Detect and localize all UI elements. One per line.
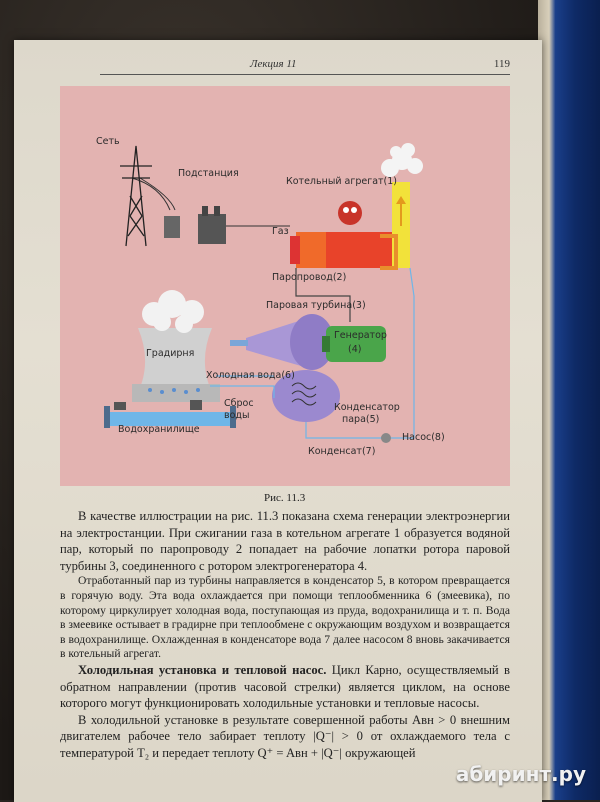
label-condenser-1: Конденсатор	[334, 402, 400, 413]
label-boiler: Котельный агрегат(1)	[286, 176, 398, 187]
turbine-icon	[230, 314, 334, 370]
paragraph-2: Отработанный пар из турбины направляется в конденсатор 5, в котором превращается в горячую воду. Эта вода охлаждается при помощи теплообменника 6 (змеевика), по которому циркулирует холодная вода, поступающая из пруда, водохранилища и т. п. Вода в змеевике остывает в градирне при теплообмене с окружающим воздухом и возвращается в водохранилище. Охлажденная в конденсаторе вода 7 далее насосом 8 вновь закачивается в котельный агрегат.	[60, 574, 510, 661]
label-discharge-1: Сброс	[224, 398, 254, 409]
page-number: 119	[493, 58, 510, 70]
pylon-icon	[120, 146, 152, 246]
label-generator-1: Генератор	[334, 330, 387, 341]
label-condenser-2: пара(5)	[342, 414, 380, 425]
chapter-title: Лекция 11	[250, 58, 297, 70]
paragraph-3-body: Цикл Карно, осуществляемый в обратном направлении (против часовой стрелки) является циклом, на основе которого могут функционировать холодильные установки и тепловые насосы.	[60, 662, 510, 711]
figure-caption: Рис. 11.3	[264, 492, 306, 504]
watermark-logo: абиринт.ру	[455, 762, 586, 786]
label-cold-water: Холодная вода(6)	[206, 370, 295, 381]
label-grid: Сеть	[96, 136, 120, 147]
section-heading: Холодильная установка и тепловой насос.	[78, 662, 327, 677]
steam-cloud-icon	[142, 290, 204, 333]
label-steam-turbine: Паровая турбина(3)	[266, 300, 366, 311]
smoke-icon	[381, 143, 423, 177]
label-cooling-tower: Градирня	[146, 348, 195, 359]
pump-icon	[381, 433, 391, 443]
paragraph-1: В качестве иллюстрации на рис. 11.3 показана схема генерации электроэнергии на электростанции. При сжигании газа в котельном агрегате 1 образуется водяной пар, который по паропроводу 2 попадает на рабочие лопатки ротора паровой турбины 3, соединенного с ротором электрогенератора 4.	[60, 509, 510, 573]
book-spine	[538, 0, 600, 800]
running-header	[100, 58, 510, 75]
power-plant-diagram	[60, 86, 510, 486]
substation-icon	[164, 206, 226, 244]
body-text	[60, 508, 510, 762]
label-substation: Подстанция	[178, 168, 239, 179]
label-reservoir: Водохранилище	[118, 424, 200, 435]
cooling-tower-icon	[132, 328, 220, 402]
label-steam-pipe: Паропровод(2)	[272, 272, 347, 283]
label-generator-2: (4)	[348, 344, 362, 355]
paragraph-3	[60, 662, 510, 712]
label-discharge-2: воды	[224, 410, 250, 421]
label-gas: Газ	[272, 226, 289, 237]
book-page	[14, 40, 542, 802]
paragraph-4: В холодильной установке в результате совершенной работы Aвн > 0 внешним двигателем рабочее тело забирает теплоту |Q⁻| > 0 от охлаждаемого тела с температурой T₂ и передает теплоту Q⁺ = Aвн + |Q⁻| окружающей	[60, 712, 510, 760]
label-condensate: Конденсат(7)	[308, 446, 376, 457]
boiler-icon	[290, 201, 392, 268]
label-pump: Насос(8)	[402, 432, 445, 443]
